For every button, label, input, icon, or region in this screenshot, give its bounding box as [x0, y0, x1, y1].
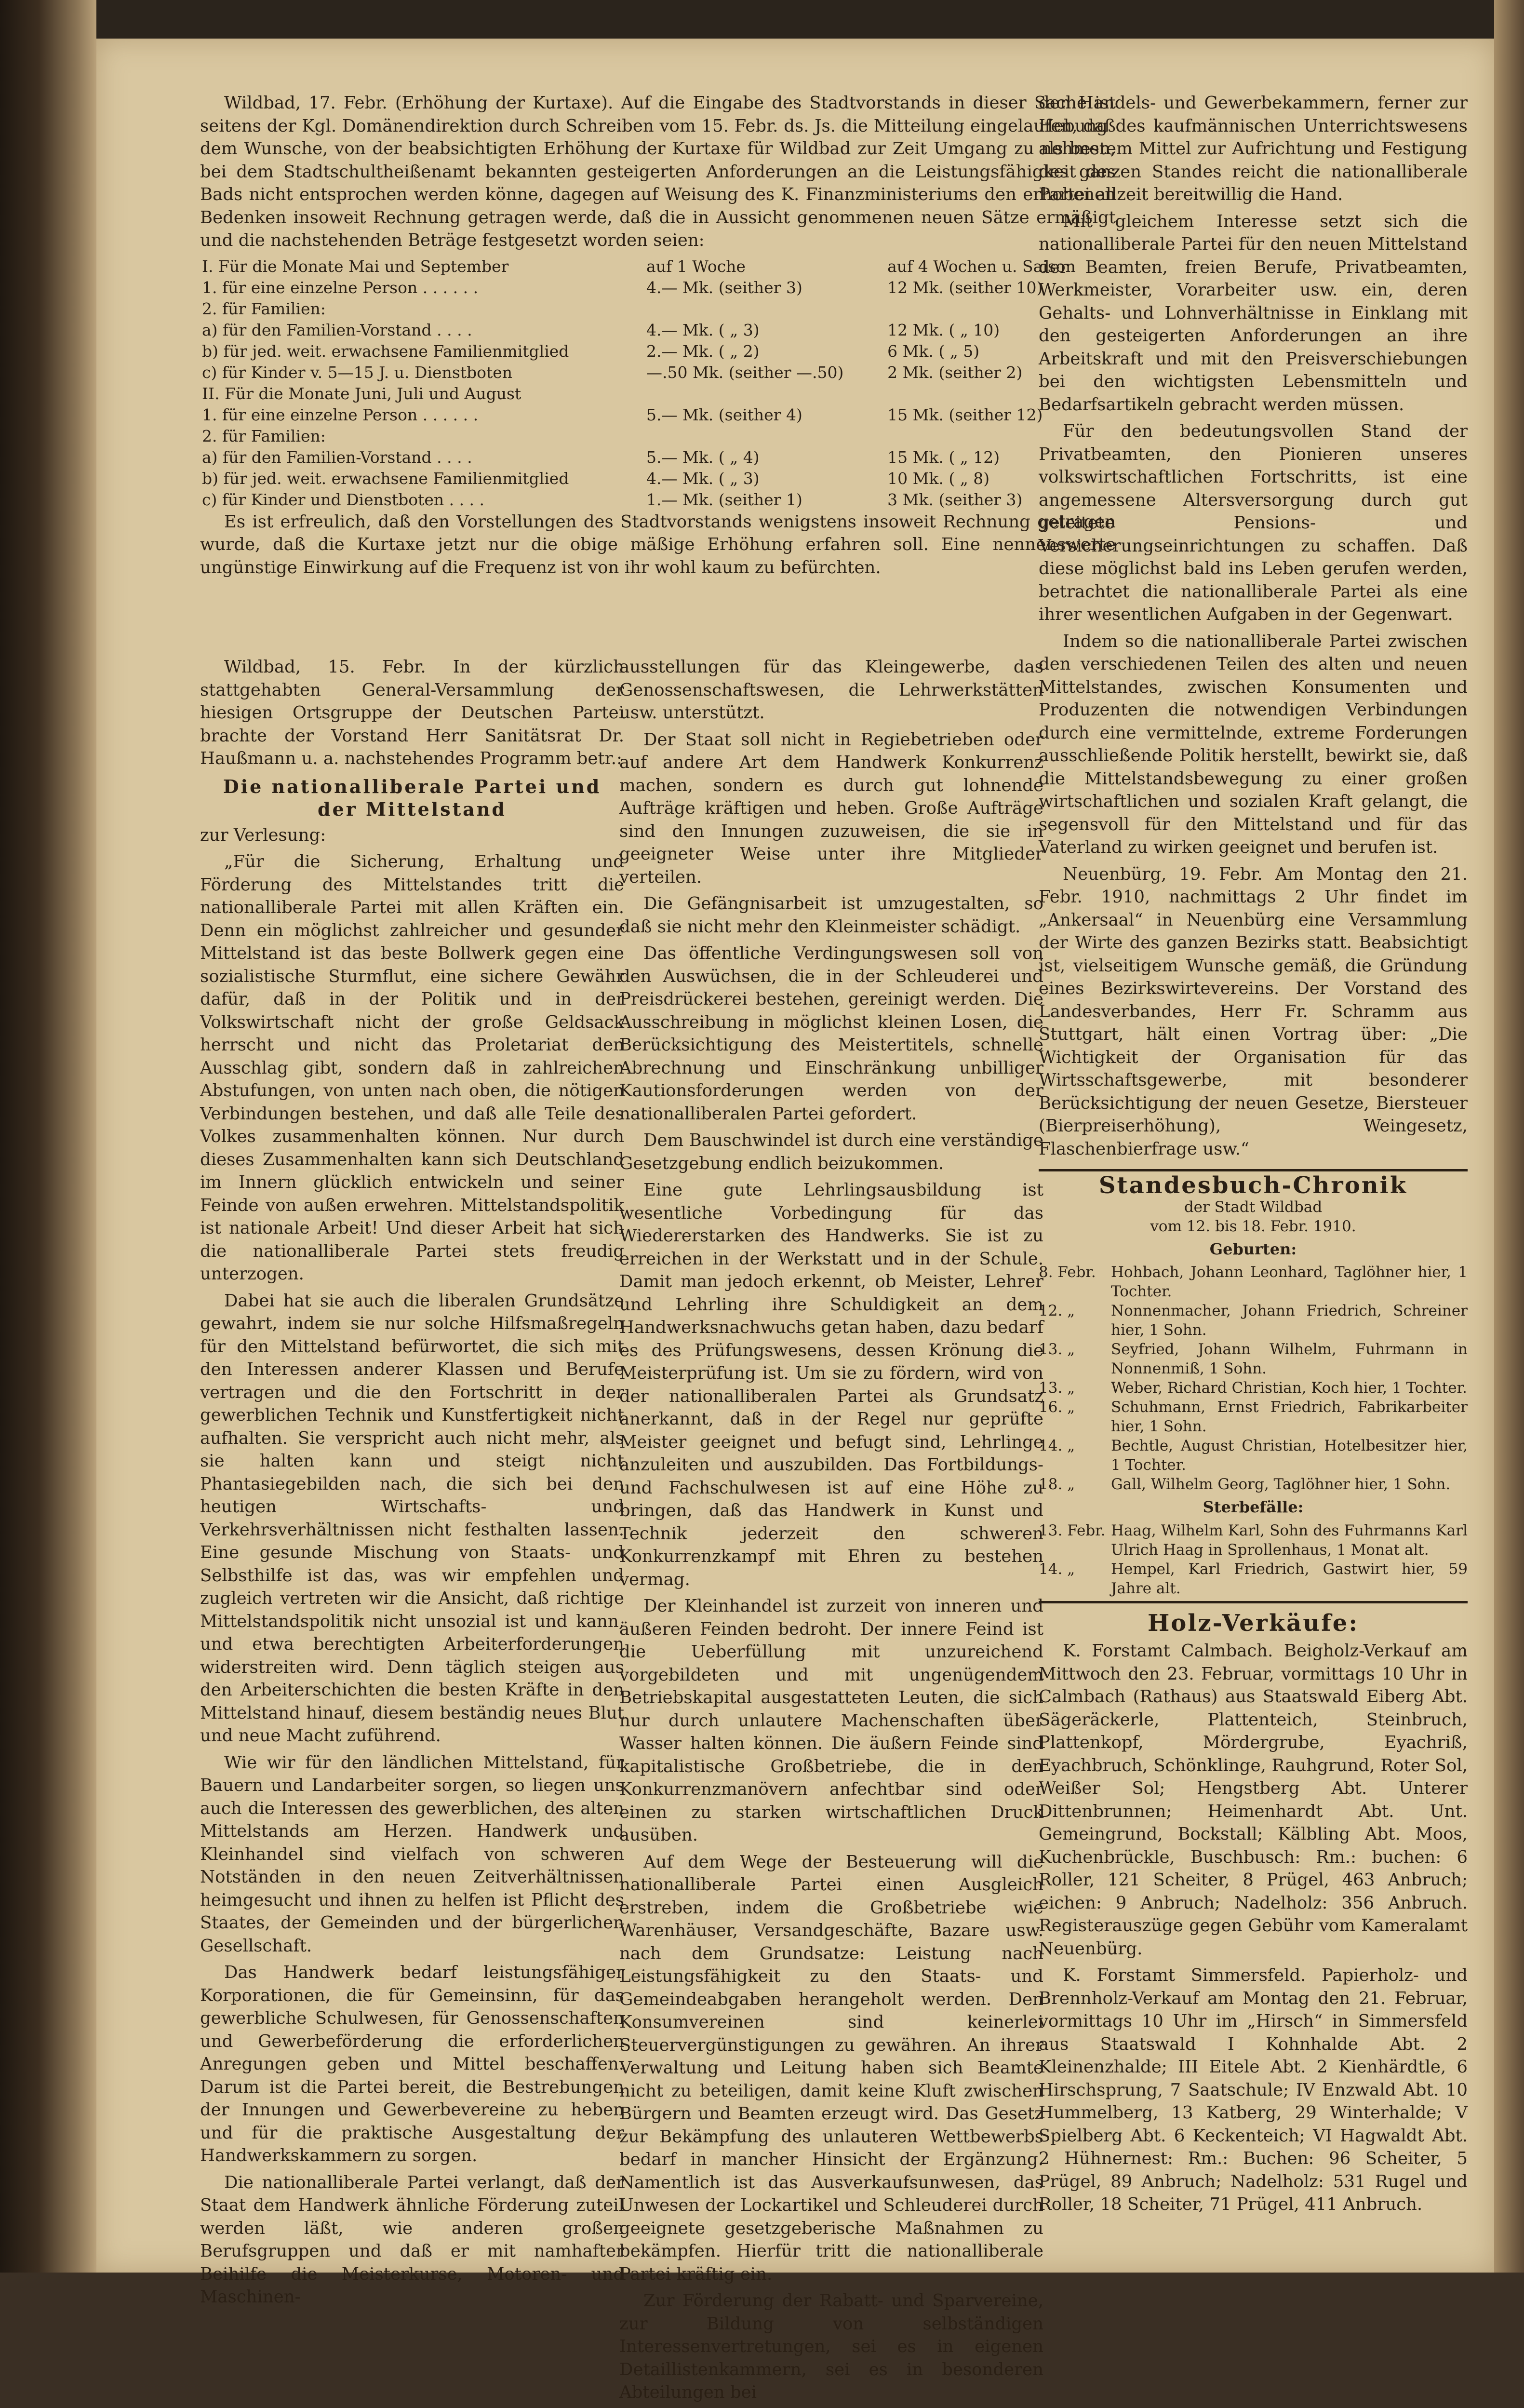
right-column: [1039, 92, 1468, 2220]
rate-label: 1. für eine einzelne Person . . . . . .: [202, 278, 479, 297]
entry-date: 12. „: [1039, 1302, 1075, 1319]
entry-text: Nonnenmacher, Johann Friedrich, Schreiner hier, 1 Sohn.: [1111, 1302, 1468, 1339]
rate-week: —.50 Mk. (seither —.50): [646, 363, 844, 382]
forstamt-calmbach-notice: K. Forstamt Calmbach. Beigholz-Verkauf am Mittwoch den 23. Februar, vormittags 10 Uhr in Calmbach (Rathaus) aus Staatswald Eiberg Abt. Sägeräckerle, Plattenteich, Steinbruch, Plattenkopf, Mördergrube, Eyachriß, Eyachbruch, Schönklinge, Rauhgrund, Roter Sol, Weißer Sol; Hengstberg Abt. Unterer Dittenbrunnen; Heimenhardt Abt. Unt. Gemeingrund, Bockstall; Kälbling Abt. Moos, Kuchenbrückle, Buschbusch: Rm.: buchen: 6 Roller, 121 Scheiter, 8 Prügel, 463 Anbruch; eichen: 9 Anbruch; Nadelholz: 356 Anbruch. Registerauszüge gegen Gebühr vom Kameralamt Neuenbürg.: [1039, 1641, 1468, 1959]
table-row: [200, 341, 1116, 362]
paragraph: Mit gleichem Interesse setzt sich die nationalliberale Partei für den neuen Mittelstand der Beamten, freien Berufe, Privatbeamten, Werkmeister, Vorarbeiter usw. ein, deren Gehalts- und Lohnverhältnisse in Einklang mit den gesteigerten Anforderungen an ihre Arbeitskraft und mit den Preisverschiebungen bei den wichtigsten Lebensmitteln und Bedarfsartikeln gebracht werden müssen.: [1039, 211, 1468, 415]
rate-label: b) für jed. weit. erwachsene Familienmitglied: [202, 469, 569, 488]
mittelstand-intro: Wildbad, 15. Febr. In der kürzlich stattgehabten General-Versammlung der hiesigen Ortsgruppe der Deutschen Partei brachte der Vorstand Herr Sanitätsrat Dr. Haußmann u. a. nachstehendes Programm betr.:: [200, 657, 624, 768]
rate-week: 1.— Mk. (seither 1): [646, 490, 802, 509]
mittelstand-heading: Die nationalliberale Partei und der Mittelstand: [223, 775, 602, 820]
paragraph: Indem so die nationalliberale Partei zwischen den verschiedenen Teilen des alten und neuen Mittelstandes, zwischen Konsumenten und Produzenten die notwendigen Verbindungen durch eine vermittelnde, extreme Forderungen ausschließende Politik herstellt, bewirkt sie, daß die Mittelstandsbewegung zu einer großen wirtschaftlichen und sozialen Kraft gelangt, die segensvoll für den Mittelstand und für das Vaterland zu wirken geeignet und berufen ist.: [1039, 631, 1468, 857]
entry-date: 14. „: [1039, 1437, 1075, 1454]
entry-date: 18. „: [1039, 1476, 1075, 1493]
list-item: [1039, 1340, 1468, 1378]
entry-text: Bechtle, August Christian, Hotelbesitzer hier, 1 Tochter.: [1111, 1437, 1468, 1474]
rate-label: c) für Kinder v. 5—15 J. u. Dienstboten: [202, 363, 513, 382]
article-mittelstand-part2: [619, 656, 1043, 2408]
list-item: [1039, 1378, 1468, 1398]
list-item: [1039, 1521, 1468, 1560]
entry-text: Weber, Richard Christian, Koch hier, 1 Tochter.: [1111, 1379, 1467, 1397]
rate-season: 12 Mk. ( „ 10): [887, 320, 1000, 339]
rate-week: 4.— Mk. ( „ 3): [646, 320, 760, 339]
rate-label: a) für den Familien-Vorstand . . . .: [202, 447, 472, 467]
entry-text: Hohbach, Johann Leonhard, Taglöhner hier, 1 Tochter.: [1111, 1264, 1468, 1300]
chronik-title: Standesbuch-Chronik: [1098, 1172, 1408, 1199]
paragraph: Das Handwerk bedarf leistungsfähiger Korporationen, die für Gemeinsinn, für das gewerbliche Schulwesen, für Genossenschaften und Gewerbeförderung die erforderlichen Anregungen geben und Mittel beschaffen. Darum ist die Partei bereit, die Bestrebungen der Innungen und Gewerbevereine zu heben und für die praktische Ausgestaltung der Handwerkskammern zu sorgen.: [200, 1963, 624, 2166]
entry-date: 14. „: [1039, 1560, 1075, 1578]
rate-week: 5.— Mk. ( „ 4): [646, 447, 760, 467]
deaths-heading: Sterbefälle:: [1203, 1498, 1304, 1516]
table-row: [200, 277, 1116, 298]
entry-text: Schuhmann, Ernst Friedrich, Fabrikarbeiter hier, 1 Sohn.: [1111, 1399, 1468, 1435]
entry-date: 16. „: [1039, 1399, 1075, 1416]
rate-season: 15 Mk. (seither 12): [887, 405, 1043, 424]
rates-head-1: I. Für die Monate Mai und September: [202, 256, 509, 276]
list-item: [1039, 1436, 1468, 1475]
article-mittelstand-part1: [200, 656, 624, 2313]
paragraph: „Für die Sicherung, Erhaltung und Förderung des Mittelstandes tritt die nationalliberale Partei mit allen Kräften ein. Denn ein möglichst zahlreicher und gesunder Mittelstand ist das beste Bollwerk gegen eine sozialistische Sturmflut, eine sichere Gewähr dafür, daß in der Politik und in der Volkswirtschaft nicht der große Geldsack herrscht und nicht das Proletariat den Ausschlag gibt, sondern daß in zahlreichen Abstufungen, von unten nach oben, die nötigen Verbindungen bestehen, und daß alle Teile des Volkes zusammenhalten können. Nur durch dieses Zusammenhalten kann sich Deutschland im Innern glücklich entwickeln und seiner Feinde von außen erwehren. Mittelstandspolitik ist nationale Arbeit! Und dieser Arbeit hat sich die nationalliberale Partei stets freudig unterzogen.: [200, 852, 624, 1284]
rate-season: 2 Mk. (seither 2): [887, 363, 1023, 382]
paragraph: Der Staat soll nicht in Regiebetrieben oder auf andere Art dem Handwerk Konkurrenz machen, sondern es durch gut lohnende Aufträge kräftigen und heben. Große Aufträge sind den Innungen zuzuweisen, die sie in geeigneter Weise unter ihre Mitglieder verteilen.: [619, 729, 1043, 887]
neuenbuerg-notice: Neuenbürg, 19. Febr. Am Montag den 21. Febr. 1910, nachmittags 2 Uhr findet im „Ankersaal“ in Neuenbürg eine Versammlung der Wirte des ganzen Bezirks statt. Beabsichtigt ist, vielseitigem Wunsche gemäß, die Gründung eines Bezirkswirtevereins. Der Vorstand des Landesverbandes, Herr Fr. Schramm aus Stuttgart, hält einen Vortrag über: „Die Wichtigkeit der Organisation für das Wirtsschaftsgewerbe, mit besonderer Berücksichtigung der neuen Gesetze, Biersteuer (Bierpreiserhöhung), Weingesetz, Flaschenbierfrage usw.“: [1039, 864, 1468, 1159]
paragraph: Die nationalliberale Partei verlangt, daß der Staat dem Handwerk ähnliche Förderung zuteil werden läßt, wie anderen großen Berufsgruppen und daß er mit namhafter Beihilfe die Meisterkurse, Motoren- und Maschinen-: [200, 2172, 624, 2307]
holz-verkaeufe-heading: Holz-Verkäufe:: [1147, 1609, 1359, 1637]
entry-text: Haag, Wilhelm Karl, Sohn des Fuhrmanns Karl Ulrich Haag in Sprollenhaus, 1 Monat alt.: [1111, 1521, 1468, 1559]
rate-label: 1. für eine einzelne Person . . . . . .: [202, 405, 479, 424]
paragraph: Für den bedeutungsvollen Stand der Privatbeamten, den Pionieren unseres volkswirtschaftlichen Fortschritts, ist eine angemessene Altersversorgung durch gut geleitete Pensions- und Versicherungseinrichtungen zu schaffen. Daß diese möglichst bald ins Leben gerufen werden, betrachtet die nationalliberale Partei als eine ihrer wesentlichen Aufgaben in der Gegenwart.: [1039, 421, 1468, 624]
mittelstand-lead: zur Verlesung:: [200, 825, 326, 845]
rate-label: 2. für Familien:: [202, 426, 326, 445]
rate-label: c) für Kinder und Dienstboten . . . .: [202, 490, 485, 509]
paragraph: Das öffentliche Verdingungswesen soll von den Auswüchsen, die in der Schleuderei und Preisdrückerei bestehen, gereinigt werden. Die Ausschreibung in möglichst kleinen Losen, die Berücksichtigung des Meistertitels, schnelle Abrechnung und Einschränkung unbilliger Kautionsforderungen werden von der nationalliberalen Partei gefordert.: [619, 943, 1043, 1124]
rates-col-season: auf 4 Wochen u. Saison: [887, 256, 1076, 276]
paragraph: Auf dem Wege der Besteuerung will die nationalliberale Partei einen Ausgleich erstreben, indem die Großbetriebe wie Warenhäuser, Versandgeschäfte, Bazare usw. nach dem Grundsatze: Leistung nach Leistungsfähigkeit zu den Staats- und Gemeindeabgaben herangeholt werden. Den Konsumvereinen sind keinerlei Steuervergünstigungen zu gewähren. An ihrer Verwaltung und Leitung haben sich Beamte nicht zu beteiligen, damit keine Kluft zwischen Bürgern und Beamten erzeugt wird. Das Gesetz zur Bekämpfung des unlauteren Wettbewerbs bedarf in mancher Hinsicht der Ergänzung. Namentlich ist das Ausverkaufsunwesen, das Unwesen der Lockartikel und Schleuderei durch geeignete gesetzgeberische Maßnahmen zu bekämpfen. Hierfür tritt die nationalliberale Partei kräftig ein.: [619, 1852, 1043, 2284]
book-edge: [1494, 0, 1524, 2273]
list-item: [1039, 1263, 1468, 1301]
entry-text: Seyfried, Johann Wilhelm, Fuhrmann in Nonnenmiß, 1 Sohn.: [1111, 1341, 1468, 1377]
chronik-subtitle: der Stadt Wildbad: [1184, 1198, 1323, 1216]
table-row: [200, 256, 1116, 277]
rate-label: b) für jed. weit. erwachsene Familienmitglied: [202, 341, 569, 361]
rates-head-2: II. Für die Monate Juni, Juli und August: [202, 384, 521, 403]
paragraph: Die Gefängnisarbeit ist umzugestalten, so daß sie nicht mehr den Kleinmeister schädigt.: [619, 894, 1043, 937]
rates-col-week: auf 1 Woche: [646, 256, 746, 276]
rate-season: 12 Mk. (seither 10): [887, 278, 1043, 297]
table-row: [200, 298, 1116, 320]
rate-season: 10 Mk. ( „ 8): [887, 469, 990, 488]
table-row: [200, 468, 1116, 489]
paragraph: Der Kleinhandel ist zurzeit von inneren und äußeren Feinden bedroht. Der innere Feind ist die Ueberfüllung mit unzureichend vorgebildeten und mit ungenügendem Betriebskapital ausgestatteten Leuten, die sich nur durch unlautere Machenschaften über Wasser halten können. Die äußern Feinde sind kapitalistische Großbetriebe, die in den Konkurrenzmanövern anfechtbar sind oder einen zu starken wirtschaftlichen Druck ausüben.: [619, 1596, 1043, 1845]
rate-week: 5.— Mk. (seither 4): [646, 405, 802, 424]
table-row: [200, 489, 1116, 511]
entry-date: 13. „: [1039, 1341, 1075, 1358]
kurtaxe-rate-table: [200, 256, 1116, 511]
paragraph: Wie wir für den ländlichen Mittelstand, für Bauern und Landarbeiter sorgen, so liegen uns auch die Interessen des gewerblichen, des alten Mittelstands am Herzen. Handwerk und Kleinhandel sind vielfach von schweren Notständen in den neuen Zeitverhältnissen heimgesucht und ihnen zu helfen ist Pflicht des Staates, der Gemeinden und der bürgerlichen Gesellschaft.: [200, 1752, 624, 1956]
paragraph: Eine gute Lehrlingsausbildung ist wesentliche Vorbedingung für das Wiedererstarken des Handwerks. Sie ist zu erreichen in der Werkstatt und in der Schule. Damit man jedoch erkennt, ob Meister, Lehrer und Lehrling ihre Schuldigkeit an dem Handwerksnachwuchs getan haben, dazu bedarf es des Prüfungswesens, dessen Krönung die Meisterprüfung ist. Um sie zu fördern, wird von der nationalliberalen Partei als Grundsatz anerkannt, daß in der Regel nur geprüfte Meister geeignet und befugt sind, Lehrlinge anzuleiten und auszubilden. Das Fortbildungs- und Fachschulwesen ist auf eine Höhe zu bringen, daß das Handwerk in Kunst und Technik jederzeit den schweren Konkurrenzkampf mit Ehren zu bestehen vermag.: [619, 1180, 1043, 1589]
entry-date: 13. Febr.: [1039, 1521, 1106, 1539]
rate-label: 2. für Familien:: [202, 299, 326, 318]
article-kurtaxe: [200, 92, 1116, 583]
paragraph: den Handels- und Gewerbekammern, ferner zur Hebung des kaufmännischen Unterrichtswesens als bestem Mittel zur Aufrichtung und Festigung des ganzen Standes reicht die nationalliberale Partei allzeit bereitwillig die Hand.: [1039, 93, 1468, 204]
table-row: [200, 404, 1116, 426]
page-top-edge: [96, 0, 1494, 39]
table-row: [200, 362, 1116, 383]
entry-date: 13. „: [1039, 1379, 1075, 1397]
rate-season: 6 Mk. ( „ 5): [887, 341, 980, 361]
entry-text: Gall, Wilhelm Georg, Taglöhner hier, 1 Sohn.: [1111, 1476, 1451, 1493]
paragraph: Zur Förderung der Rabatt- und Sparvereine, zur Bildung von selbständigen Interessenvertretungen, sei es in eigenen Detaillistenkammern, sei es in besonderen Abteilungen bei: [619, 2291, 1043, 2402]
kurtaxe-intro: Wildbad, 17. Febr. (Erhöhung der Kurtaxe). Auf die Eingabe des Stadtvorstands in dieser Sache ist seitens der Kgl. Domänendirektion durch Schreiben vom 15. Febr. ds. Js. die Mitteilung eingelaufen, daß dem Wunsche, von der beabsichtigten Erhöhung der Kurtaxe für Wildbad zur Zeit Umgang zu nehmen, bei dem Stadtschultheißenamt bekannten gesteigerten Anforderungen an die Leistungsfähigkeit des Bads nicht entsprochen werden könne, dagegen auf Weisung des K. Finanzministeriums den erhobenen Bedenken insoweit Rechnung getragen werde, daß die in Aussicht genommenen neuen Sätze ermäßigt und die nachstehenden Beträge festgesetzt worden seien:: [200, 93, 1116, 250]
entry-date: 8. Febr.: [1039, 1264, 1096, 1281]
forstamt-simmersfeld-notice: K. Forstamt Simmersfeld. Papierholz- und Brennholz-Verkauf am Montag den 21. Februar, vormittags 10 Uhr im „Hirsch“ in Simmersfeld aus Staatswald I Kohnhalde Abt. 2 Kleinenzhalde; III Eitele Abt. 2 Kienhärdtle, 6 Hirschsprung, 7 Saatschule; IV Enzwald Abt. 10 Hummelberg, 13 Katberg, 29 Winterhalde; V Spielberg Abt. 6 Keckenteich; VI Hagwaldt Abt. 2 Hühnernest: Rm.: Buchen: 96 Scheiter, 5 Prügel, 89 Anbruch; Nadelholz: 531 Rugel und Roller, 18 Scheiter, 71 Prügel, 411 Anbruch.: [1039, 1965, 1468, 2214]
standesbuch-chronik: [1039, 1169, 1468, 1603]
table-row: [200, 383, 1116, 404]
rate-label: a) für den Familien-Vorstand . . . .: [202, 320, 472, 339]
births-heading: Geburten:: [1209, 1239, 1297, 1258]
paragraph: Dabei hat sie auch die liberalen Grundsätze gewahrt, indem sie nur solche Hilfsmaßregeln für den Mittelstand befürwortet, die sich mit den Interessen anderer Klassen und Berufe vertragen und die den Fortschritt in der gewerblichen Technik und Kunstfertigkeit nicht aufhalten. Sie verspricht auch nicht mehr, als sie halten kann und steigt nicht Phantasiegebilden nach, die sich bei den heutigen Wirtschafts- und Verkehrsverhältnissen nicht festhalten lassen. Eine gesunde Mischung von Staats- und Selbsthilfe ist das, was wir empfehlen und zugleich vertreten wir die Ansicht, daß richtige Mittelstandspolitik nicht unsozial ist und kann, und etwa berechtigten Arbeiterforderungen widerstreiten wird. Denn täglich steigen aus den Arbeiterschichten die besten Kräfte in den Mittelstand hinauf, diesem beständig neues Blut und neue Macht zuführend.: [200, 1291, 624, 1746]
paragraph: Dem Bauschwindel ist durch eine verständige Gesetzgebung endlich beizukommen.: [619, 1130, 1043, 1173]
rate-season: 15 Mk. ( „ 12): [887, 447, 1000, 467]
list-item: [1039, 1475, 1468, 1494]
table-row: [200, 447, 1116, 468]
rate-week: 2.— Mk. ( „ 2): [646, 341, 760, 361]
paragraph: ausstellungen für das Kleingewerbe, das Genossenschaftswesen, die Lehrwerkstätten usw. unterstützt.: [619, 657, 1043, 723]
chronik-date-range: vom 12. bis 18. Febr. 1910.: [1150, 1217, 1356, 1235]
rate-week: 4.— Mk. (seither 3): [646, 278, 802, 297]
rate-week: 4.— Mk. ( „ 3): [646, 469, 760, 488]
rate-season: 3 Mk. (seither 3): [887, 490, 1023, 509]
table-row: [200, 426, 1116, 447]
kurtaxe-conclusion: Es ist erfreulich, daß den Vorstellungen des Stadtvorstands wenigstens insoweit Rechnung getragen wurde, daß die Kurtaxe jetzt nur die obige mäßige Erhöhung erfahren soll. Eine nennenswerte ungünstige Einwirkung auf die Frequenz ist von ihr wohl kaum zu befürchten.: [200, 511, 1116, 578]
entry-text: Hempel, Karl Friedrich, Gastwirt hier, 59 Jahre alt.: [1111, 1560, 1468, 1597]
book-gutter: [0, 0, 96, 2273]
list-item: [1039, 1560, 1468, 1598]
table-row: [200, 320, 1116, 341]
list-item: [1039, 1398, 1468, 1436]
list-item: [1039, 1301, 1468, 1340]
